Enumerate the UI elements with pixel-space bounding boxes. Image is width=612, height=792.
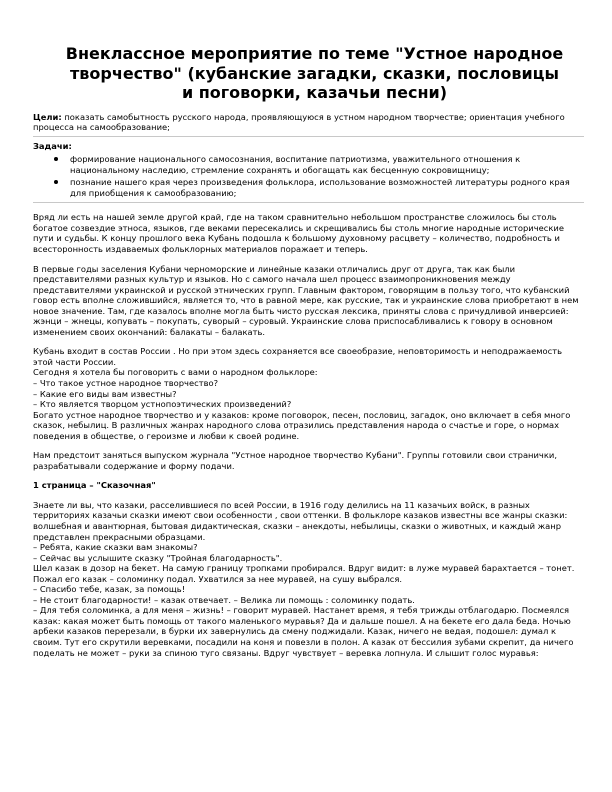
goals-paragraph (33, 112, 584, 133)
text-line: – Сейчас вы услышите сказку "Тройная благодарность". (33, 552, 283, 563)
story-paragraph: Шел казак в дозор на бекет. На самую границу тропками пробирался. Вдруг видит: в луже муравей барахтается – тонет. Пожал его казак – соломинку подал. Ухватился за нее муравей, на сушу выбрался. (33, 563, 575, 584)
section-heading-text: 1 страница – "Сказочная" (33, 480, 156, 491)
section-intro-paragraph: Знаете ли вы, что казаки, расселившиеся по всей России, в 1916 году делились на 11 казачьих войск, в разных территориях казачьи сказки имеют свои особенности , свои оттенки. В фольклоре казаков известны все жанры сказки: волшебная и авантюрная, бытовая дидактическая, сказки – анекдоты, небылицы, сказки о животных, и каждый жанр представлен прекрасными образцами. (33, 499, 568, 542)
text-line: – Ребята, какие сказки вам знакомы? (33, 542, 198, 553)
text-line: – Спасибо тебе, казак, за помощь! (33, 584, 186, 595)
tasks-label: Задачи: (33, 140, 72, 151)
intro-paragraph: Вряд ли есть на нашей земле другой край, где на таком сравнительно небольшом пространстве сложилось бы столь богатое созвездие этноса, языков, где веками пересекались и скрещивались бы столь многие народные исторические пути и судьбы. К концу прошлого века Кубань подошла к большому духовному расцвету – количество, подробность и всесторонность издаваемых фольклорных материалов поражает и теперь. (33, 212, 564, 254)
tasks-list (33, 154, 584, 198)
goals-text: показать самобытность русского народа, проявляющуюся в устном народном творчестве; ориентация учебного процесса на самообразование; (33, 111, 565, 133)
questions-block (33, 367, 584, 409)
story-continuation-paragraph: – Для тебя соломинка, а для меня – жизнь! – говорит муравей. Настанет время, я тебя трижды отблагодарю. Посмеялся казак: какая может быть помощь от такого маленького муравья? Да и дальше пошел. А на бекете его дала беда. Ночью арбеки казаков перерезали, в бурки их завернулись да смену поджидали. Казак, ничего не ведая, подошел: думал к своим. Тут его скрутили веревками, посадили на коня и повезли в полон. А казак от бессилия зубами скрепит, да ничего поделать не может – руки за спиною туго связаны. Вдруг чувствует – веревка лопнула. И слышит голос муравья: (33, 605, 574, 658)
goals-label: Цели: (33, 111, 62, 122)
title-line-1: Внеклассное мероприятие по теме "Устное народное (65, 44, 564, 63)
folklore-paragraph: Богато устное народное творчество и у казаков: кроме поговорок, песен, пословиц, загадок, оно включает в себя много сказок, небылиц. В различных жанрах народного слова отразились представления народа о счастье и горе, о нормах поведения в обществе, о героизме и любви к своей родине. (33, 409, 571, 441)
kuban-paragraph: Кубань входит в состав России . Но при этом здесь сохраняется все своеобразие, неповторимость и неподражаемость этой части России. (33, 346, 563, 367)
list-item (33, 177, 584, 198)
text-line: – Не стоит благодарности! – казак отвечает. – Велика ли помощь : соломинку подать. (33, 594, 415, 605)
bullet-icon (54, 180, 58, 184)
section-heading (33, 480, 584, 491)
bullet-icon (54, 157, 58, 161)
text-line: – Что такое устное народное творчество? (33, 377, 219, 388)
list-item-text: познание нашего края через произведения фольклора, использование возможностей литературы родного края для приобщения к самообразованию; (70, 177, 570, 198)
page-title (45, 44, 584, 103)
dialog-block (33, 542, 584, 563)
journal-paragraph: Нам предстоит заняться выпуском журнала "Устное народное творчество Кубани". Группы готовили свои странички, разрабатывали содержание и форму подачи. (33, 450, 557, 471)
text-line: – Кто является творцом устнопоэтических произведений? (33, 399, 292, 410)
text-line: Сегодня я хотела бы поговорить с вами о народном фольклоре: (33, 367, 318, 378)
tasks-heading (33, 141, 584, 152)
list-item-text: формирование национального самосознания, воспитание патриотизма, уважительного отношения к национальному наследию, стремление сохранять и обогащать как бесценную сокровищницу; (70, 154, 521, 175)
list-item (33, 154, 584, 175)
divider (33, 202, 584, 203)
divider (33, 136, 584, 137)
title-line-3: и поговорки, казачьи песни) (181, 83, 448, 102)
text-line: – Какие его виды вам известны? (33, 388, 177, 399)
history-paragraph: В первые годы заселения Кубани черноморские и линейные казаки отличались друг от друга, так как были представителями разных культур и языков. Но с самого начала шел процесс взаимопроникновения между представителями украинской и русской этнических групп. Главным фактором, говорящим в пользу того, что кубанский говор есть вполне сложившийся, является то, что в равной мере, как русские, так и украинские слова приобретают в нем новое значение. Там, где казалось вполне могла быть чисто русская лексика, приняты слова с причудливой инверсией: жэнци – жнецы, копувать – покупать, суворый – суровый. Украинские слова приспосабливались к говору в основном изменением своих окончаний: балакаты – балакать. (33, 263, 579, 337)
story-dialog-block (33, 584, 584, 605)
title-line-2: творчество" (кубанские загадки, сказки, пословицы (69, 63, 559, 83)
